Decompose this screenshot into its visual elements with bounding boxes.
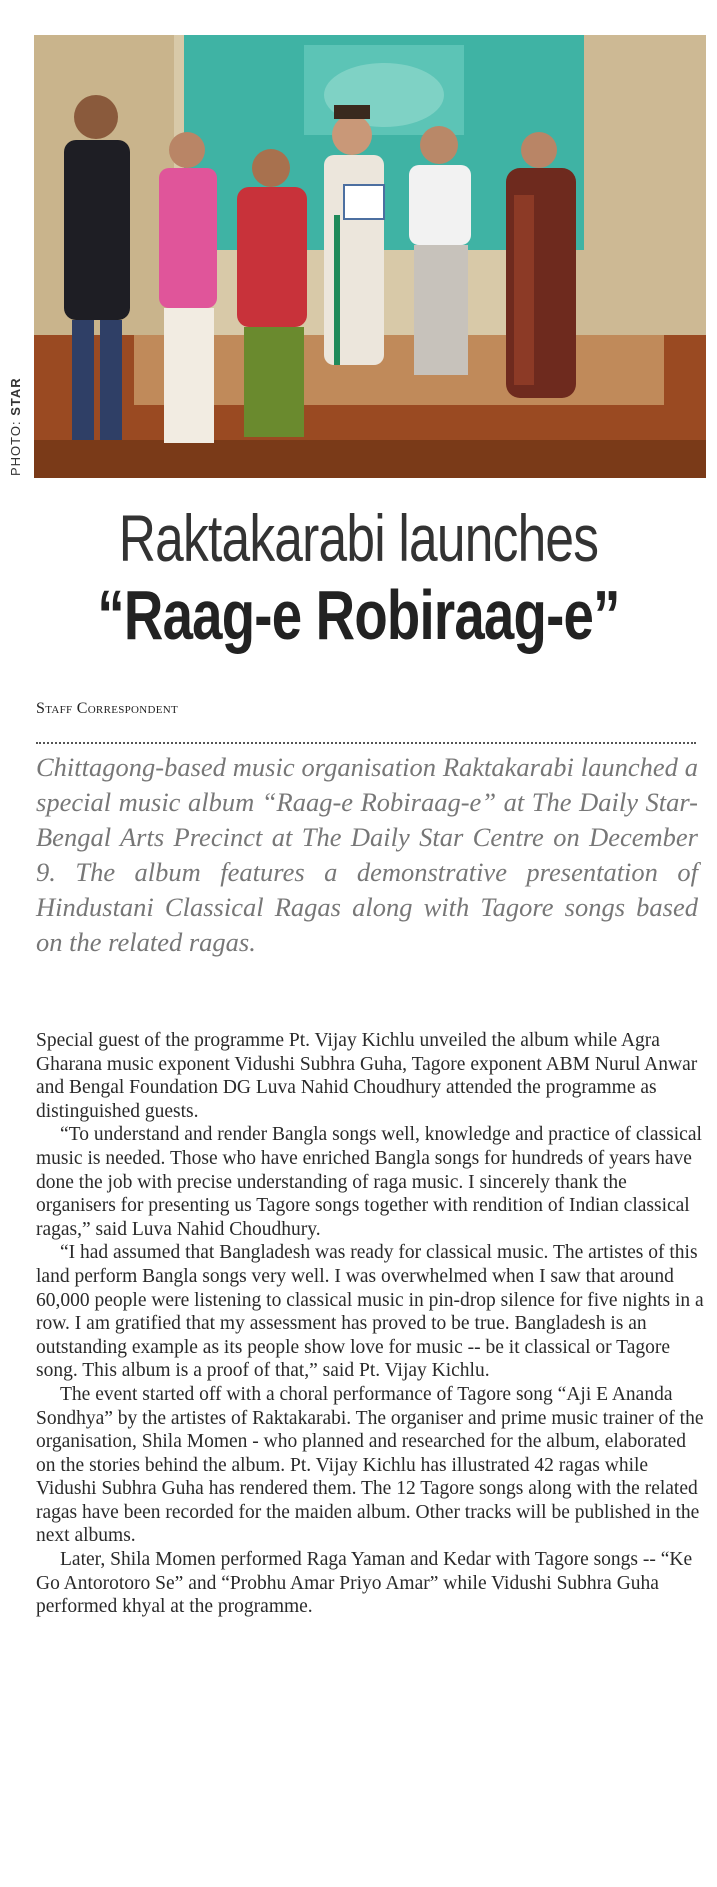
body-paragraph: Later, Shila Momen performed Raga Yaman and Kedar with Tagore songs -- “Ke Go Antorotoro Se” and “Probhu Amar Priyo Amar” while Vidushi Subhra Guha performed khyal at the programme. (36, 1549, 693, 1618)
person-figure (159, 132, 217, 443)
intro-paragraph: Chittagong-based music organisation Raktakarabi launched a special music album “Raag-e Robiraag-e” at The Daily Star-Bengal Arts Precinct at The Daily Star Centre on December 9. The album features a demonstrative presentation of Hindustani Classical Ragas along with Tagore songs based on the related ragas. (36, 752, 698, 957)
body-paragraph: “I had assumed that Bangladesh was ready for classical music. The artistes of this land perform Bangla songs very well. I was overwhelmed when I saw that around 60,000 people were listening to classical music in pin-drop silence for five nights in a row. I am gratified that my assessment has proved to be true. Bangladesh is an outstanding example as its people show love for music -- be it classical or Tagore song. This album is a proof of that,” said Pt. Vijay Kichlu. (36, 1242, 704, 1382)
byline: Staff Correspondent (36, 700, 179, 717)
headline-line-1: Raktakarabi launches (118, 501, 599, 575)
photo-credit-source: STAR (8, 377, 23, 416)
dotted-divider (36, 742, 696, 744)
photo-credit-prefix: PHOTO: (8, 415, 23, 476)
event-photo-image (34, 35, 706, 478)
body-paragraph: The event started off with a choral performance of Tagore song “Aji E Ananda Sondhya” by the artistes of Raktakarabi. The organiser and prime music trainer of the organisation, Shila Momen - who planned and researched for the album, elaborated on the stories behind the album. Pt. Vijay Kichlu has illustrated 42 ragas while Vidushi Subhra Guha has rendered them. The 12 Tagore songs along with the related ragas have been recorded for the maiden album. Other tracks will be published in the next albums. (36, 1383, 704, 1547)
body-paragraph: Special guest of the programme Pt. Vijay Kichlu unveiled the album while Agra Gharana music exponent Vidushi Subhra Guha, Tagore exponent ABM Nurul Anwar and Bengal Foundation DG Luva Nahid Choudhury attended the programme as distinguished guests. (36, 1030, 698, 1122)
article-body (36, 1029, 704, 1619)
event-photo (34, 35, 706, 478)
body-paragraph: “To understand and render Bangla songs well, knowledge and practice of classical music is needed. Those who have enriched Bangla songs for hundreds of years have done the job with precise understanding of raga music. I sincerely thank the organisers for presenting us Tagore songs together with rendition of Indian classical ragas,” said Luva Nahid Choudhury. (36, 1124, 702, 1240)
person-figure (506, 132, 576, 398)
headline-line-2: “Raag-e Robiraag-e” (97, 576, 620, 654)
person-figure (237, 149, 307, 437)
photo-credit (6, 368, 30, 478)
